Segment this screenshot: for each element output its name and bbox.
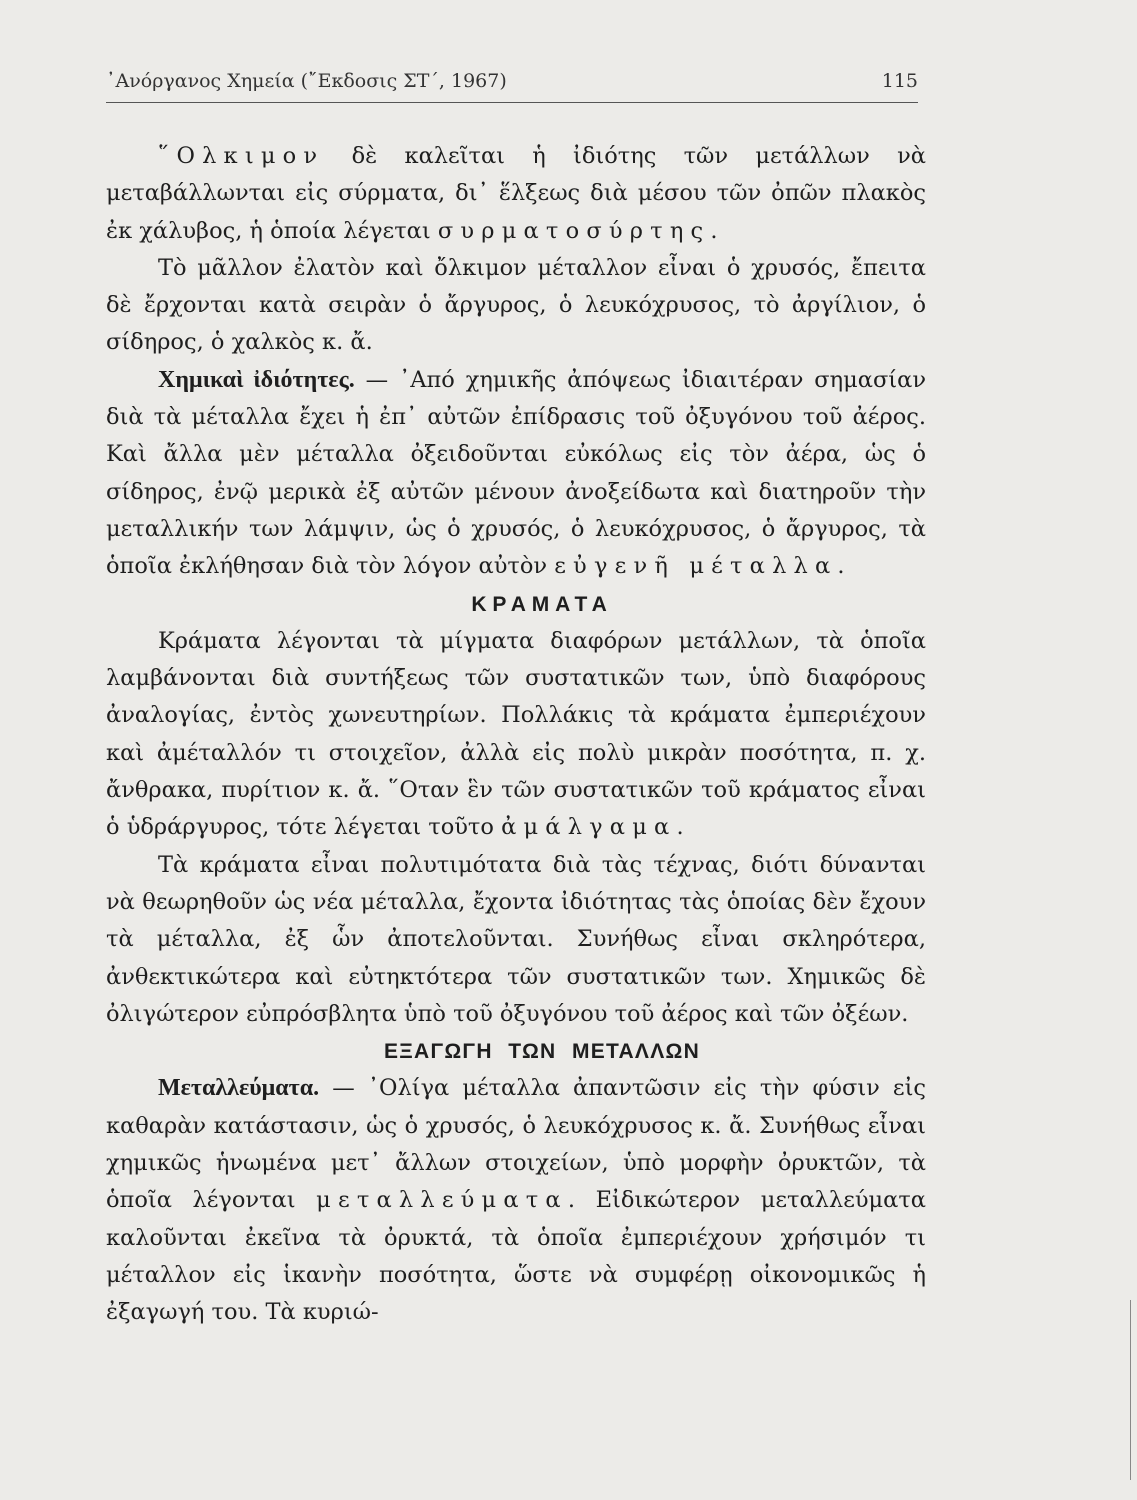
paragraph-alloys-definition bbox=[106, 623, 926, 847]
term-noble-metals: εὐγενῆ μέταλλα bbox=[554, 553, 838, 580]
paragraph-alloys-uses: Τὰ κράματα εἶναι πολυτιμότατα διὰ τὰς τέχνας, διότι δύνανται νὰ θεωρηθοῦν ὡς νέα μέταλλα, ἔχοντα ἰδιότητας τὰς ὁποίας δὲν ἔχουν τὰ μέταλλα, ἐξ ὧν ἀποτελοῦνται. Συνήθως εἶναι σκληρότερα, ἀνθεκτικώτερα καὶ εὐτηκτότερα τῶν συστατικῶν των. Χημικῶς δὲ ὀλιγώτερον εὐπρόσβλητα ὑπὸ τοῦ ὀξυγόνου τοῦ ἀέρος καὶ τῶν ὀξέων. bbox=[106, 851, 926, 1027]
paragraph-ductility bbox=[106, 138, 926, 250]
term-amalgam: ἀμάλγαμα bbox=[501, 814, 677, 841]
body-text bbox=[106, 138, 926, 1332]
section-heading-alloys: ΚΡΑΜΑΤΑ bbox=[471, 592, 613, 616]
paragraph-text: — ᾿Από χημικῆς ἀπόψεως ἰδιαιτέραν σημασίαν διὰ τὰ μέταλλα ἔχει ἡ ἐπ᾿ αὐτῶν ἐπίδρασις τοῦ ὀξυγόνου τοῦ ἀέρος. Καὶ ἄλλα μὲν μέταλλα ὀξειδοῦνται εὐκόλως εἰς τὸν ἀέρα, ὡς ὁ σίδηρος, ἐνῷ μερικὰ ἐξ αὐτῶν μένουν ἀνοξείδωτα καὶ διατηροῦν τὴν μεταλλικήν των λάμψιν, ὡς ὁ χρυσός, ὁ λευκόχρυσος, ὁ ἄργυρος, τὰ ὁποῖα ἐκλήθησαν διὰ τὸν λόγον αὐτὸν bbox=[106, 366, 926, 580]
paragraph-text: δὲ καλεῖται ἡ ἰδιότης τῶν μετάλλων νὰ μεταβάλλωνται εἰς σύρματα, δι᾿ ἕλξεως διὰ μέσου τῶν ὀπῶν πλακὸς ἐκ χάλυβος, ἡ ὁποία λέγεται bbox=[106, 143, 926, 244]
term-ores: μεταλλεύματα bbox=[316, 1187, 568, 1214]
page-edge bbox=[1130, 1300, 1137, 1480]
term-wire-drawer: συρματοσύρτης bbox=[437, 217, 711, 244]
page-number: 115 bbox=[881, 70, 918, 92]
punctuation: . bbox=[710, 217, 718, 244]
section-heading-extraction: ΕΞΑΓΩΓΗ ΤΩΝ ΜΕΤΑΛΛΩΝ bbox=[383, 1040, 700, 1064]
paragraph-text: . Εἰδικώτερον μεταλλεύματα καλοῦνται ἐκεῖνα τὰ ὀρυκτά, τὰ ὁποῖα ἐμπεριέχουν χρήσιμόν τι μέταλλον εἰς ἱκανὴν ποσότητα, ὥστε νὰ συμφέρῃ οἰκονομικῶς ἡ ἐξαγωγή του. Τὰ κυριώ- bbox=[106, 1187, 926, 1326]
punctuation: . bbox=[676, 814, 684, 841]
running-title: ᾿Ανόργανος Χημεία (῎Εκδοσις ΣΤ΄, 1967) bbox=[106, 70, 507, 92]
subheading-ores: Μεταλλεύματα. bbox=[158, 1075, 320, 1102]
running-header bbox=[106, 70, 918, 100]
paragraph-ores bbox=[106, 1070, 926, 1331]
paragraph-text: — ᾿Ολίγα μέταλλα ἀπαντῶσιν εἰς τὴν φύσιν εἰς καθαρὰν κατάστασιν, ὡς ὁ χρυσός, ὁ λευκόχρυσος κ. ἄ. Συνήθως εἶναι χημικῶς ἡνωμένα μετ᾿ ἄλλων στοιχείων, ὑπὸ μορφὴν ὀρυκτῶν, τὰ ὁποῖα λέγονται bbox=[106, 1075, 926, 1214]
paragraph-most-malleable: Τὸ μᾶλλον ἐλατὸν καὶ ὄλκιμον μέταλλον εἶναι ὁ χρυσός, ἔπειτα δὲ ἔρχονται κατὰ σειρὰν ὁ ἄργυρος, ὁ λευκόχρυσος, τὸ ἀργίλιον, ὁ σίδηρος, ὁ χαλκὸς κ. ἄ. bbox=[106, 254, 926, 356]
paragraph-text: Κράματα λέγονται τὰ μίγματα διαφόρων μετάλλων, τὰ ὁποῖα λαμβάνονται διὰ συντήξεως τῶν συστατικῶν των, ὑπὸ διαφόρους ἀναλογίας, ἐντὸς χωνευτηρίων. Πολλάκις τὰ κράματα ἐμπεριέχουν καὶ ἀμέταλλόν τι στοιχεῖον, ἀλλὰ εἰς πολὺ μικρὰν ποσότητα, π. χ. ἄνθρακα, πυρίτιον κ. ἄ. ῞Οταν ἓν τῶν συστατικῶν τοῦ κράματος εἶναι ὁ ὑδράργυρος, τότε λέγεται τοῦτο bbox=[106, 627, 926, 841]
paragraph-chemical-properties bbox=[106, 362, 926, 586]
term-ductile: ῞Ολκιμον bbox=[158, 143, 325, 169]
subheading-chemical-properties: Χημικαὶ ἰδιότητες. bbox=[158, 366, 355, 393]
header-rule bbox=[106, 102, 918, 103]
punctuation: . bbox=[837, 553, 845, 580]
